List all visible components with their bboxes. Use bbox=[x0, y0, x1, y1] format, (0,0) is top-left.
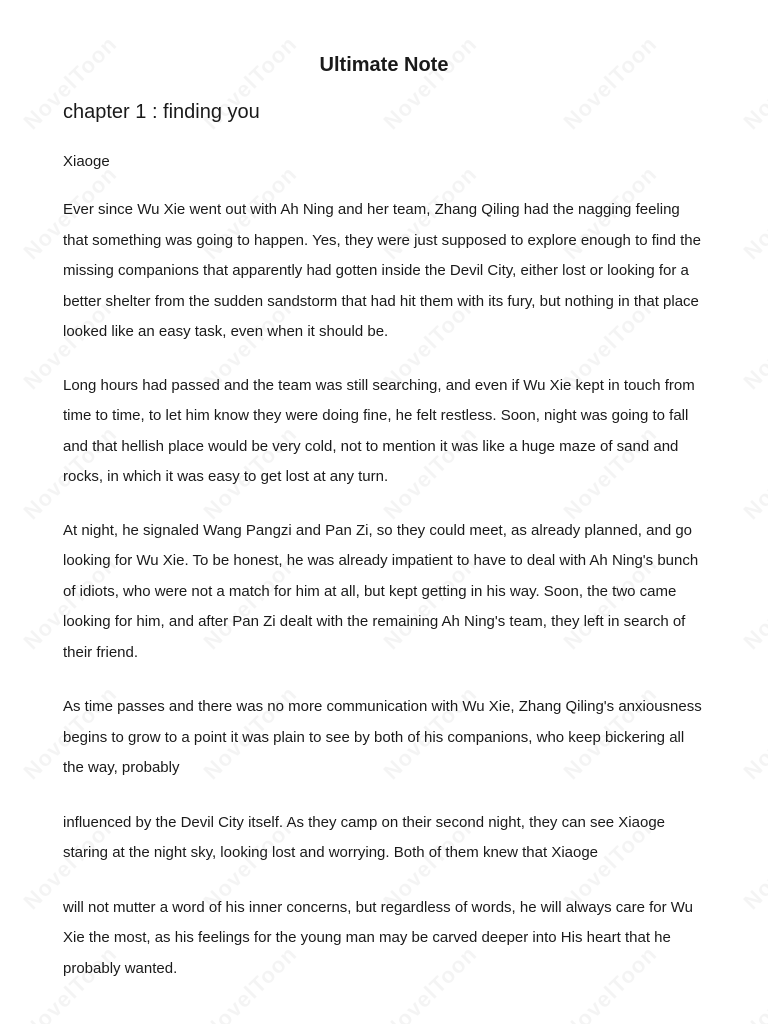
paragraph-4: As time passes and there was no more communication with Wu Xie, Zhang Qiling's anxiousness begins to grow to a point it was plain to see by both of his companions, who keep bickering all the way, probably bbox=[63, 698, 702, 776]
paragraph-1: Ever since Wu Xie went out with Ah Ning and her team, Zhang Qiling had the nagging feeling that something was going to happen. Yes, they were just supposed to explore enough to find the missing companions that apparently had gotten inside the Devil City, either lost or looking for a better shelter from the sudden sandstorm that had hit them with its fury, but nothing in that place looked like an easy task, even when it should be. bbox=[63, 201, 701, 340]
paragraph-6: will not mutter a word of his inner concerns, but regardless of words, he will always care for Wu Xie the most, as his feelings for the young man may be carved deeper into His heart that he probably wanted. bbox=[63, 898, 693, 977]
paragraph-2: Long hours had passed and the team was still searching, and even if Wu Xie kept in touch from time to time, to let him know they were doing fine, he felt restless. Soon, night was going to fall and that hellish place would be very cold, not to mention it was like a huge maze of sand and rocks, in which it was easy to get lost at any turn. bbox=[63, 376, 695, 485]
author-byline: Xiaoge bbox=[63, 153, 110, 170]
book-title: Ultimate Note bbox=[319, 54, 449, 76]
chapter-title: chapter 1 : finding you bbox=[63, 101, 260, 123]
paragraph-3: At night, he signaled Wang Pangzi and Pan Zi, so they could meet, as already planned, and go looking for Wu Xie. To be honest, he was already impatient to have to deal with Ah Ning's bunch of idiots, who were not a match for him at all, but kept getting in his way. Soon, the two came looking for him, and after Pan Zi dealt with the remaining Ah Ning's team, they left in search of their friend. bbox=[63, 521, 699, 661]
paragraph-5: influenced by the Devil City itself. As they camp on their second night, they can see Xiaoge staring at the night sky, looking lost and worrying. Both of them knew that Xiaoge bbox=[63, 813, 666, 861]
